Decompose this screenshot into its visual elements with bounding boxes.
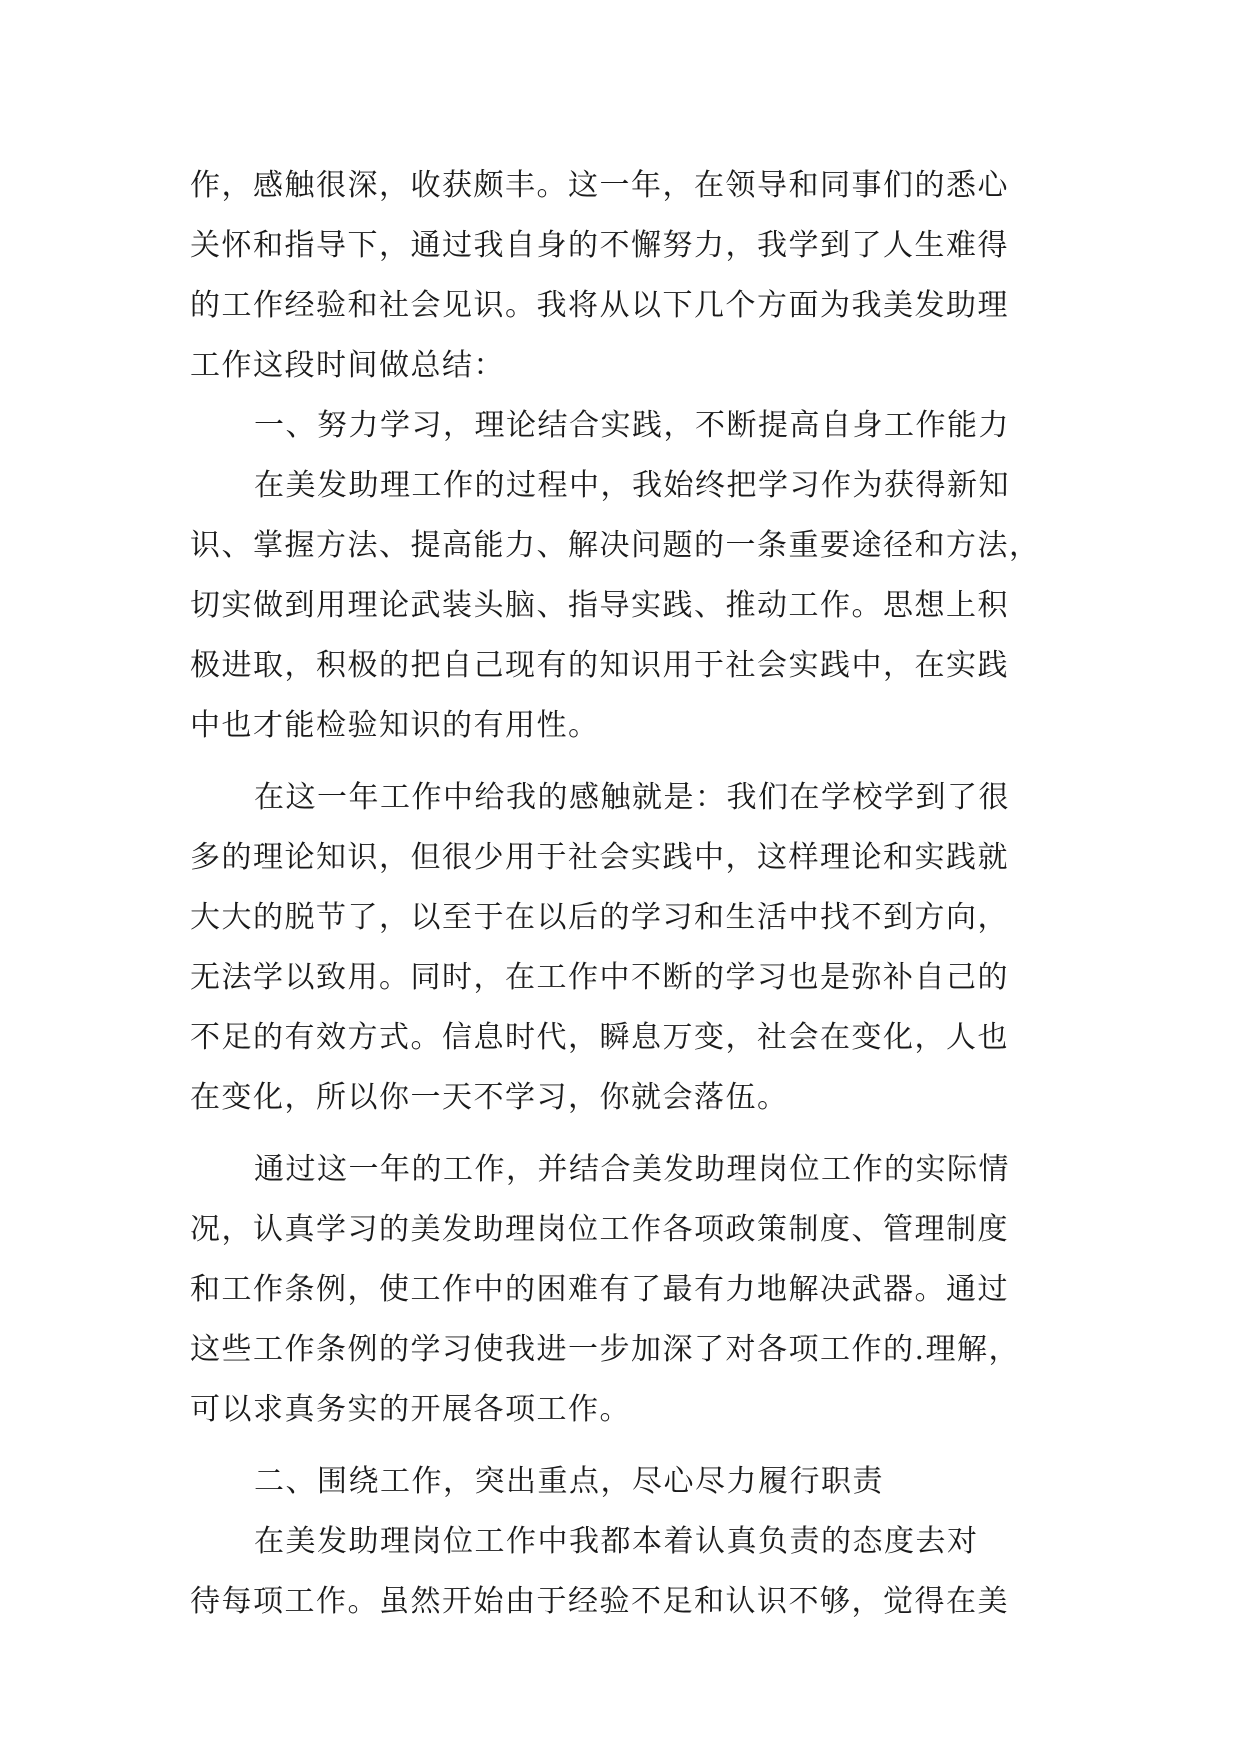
text-line: 在变化，所以你一天不学习，你就会落伍。 [190, 1080, 789, 1115]
text-line: 通过这一年的工作，并结合美发助理岗位工作的实际情 [254, 1152, 1010, 1187]
text-line: 况，认真学习的美发助理岗位工作各项政策制度、管理制度 [190, 1212, 1009, 1247]
text-line: 极进取，积极的把自己现有的知识用于社会实践中，在实践 [190, 648, 1009, 683]
text-line: 识、掌握方法、提高能力、解决问题的一条重要途径和方法， [190, 528, 1041, 563]
text-line: 工作这段时间做总结： [190, 348, 505, 383]
text-line: 待每项工作。虽然开始由于经验不足和认识不够，觉得在美 [190, 1584, 1009, 1619]
text-line: 和工作条例，使工作中的困难有了最有力地解决武器。通过 [190, 1272, 1009, 1307]
text-line: 切实做到用理论武装头脑、指导实践、推动工作。思想上积 [190, 588, 1009, 623]
text-line: 在美发助理工作的过程中，我始终把学习作为获得新知 [254, 468, 1010, 503]
text-line: 在这一年工作中给我的感触就是：我们在学校学到了很 [254, 780, 1010, 815]
text-line: 的工作经验和社会见识。我将从以下几个方面为我美发助理 [190, 288, 1009, 323]
text-line: 无法学以致用。同时，在工作中不断的学习也是弥补自己的 [190, 960, 1009, 995]
text-line: 关怀和指导下，通过我自身的不懈努力，我学到了人生难得 [190, 228, 1009, 263]
section-heading: 二、围绕工作，突出重点，尽心尽力履行职责 [254, 1464, 884, 1499]
text-line: 在美发助理岗位工作中我都本着认真负责的态度去对 [254, 1524, 979, 1559]
text-line: 这些工作条例的学习使我进一步加深了对各项工作的.理解， [190, 1332, 1021, 1367]
text-line: 作，感触很深，收获颇丰。这一年，在领导和同事们的悉心 [190, 168, 1009, 203]
text-line: 可以求真务实的开展各项工作。 [190, 1392, 631, 1427]
document-body [190, 156, 1060, 1632]
text-line: 中也才能检验知识的有用性。 [190, 708, 600, 743]
text-line: 不足的有效方式。信息时代，瞬息万变，社会在变化，人也 [190, 1020, 1009, 1055]
text-line: 大大的脱节了，以至于在以后的学习和生活中找不到方向， [190, 900, 1009, 935]
text-line: 多的理论知识，但很少用于社会实践中，这样理论和实践就 [190, 840, 1009, 875]
section-heading: 一、努力学习，理论结合实践，不断提高自身工作能力 [254, 408, 1010, 443]
